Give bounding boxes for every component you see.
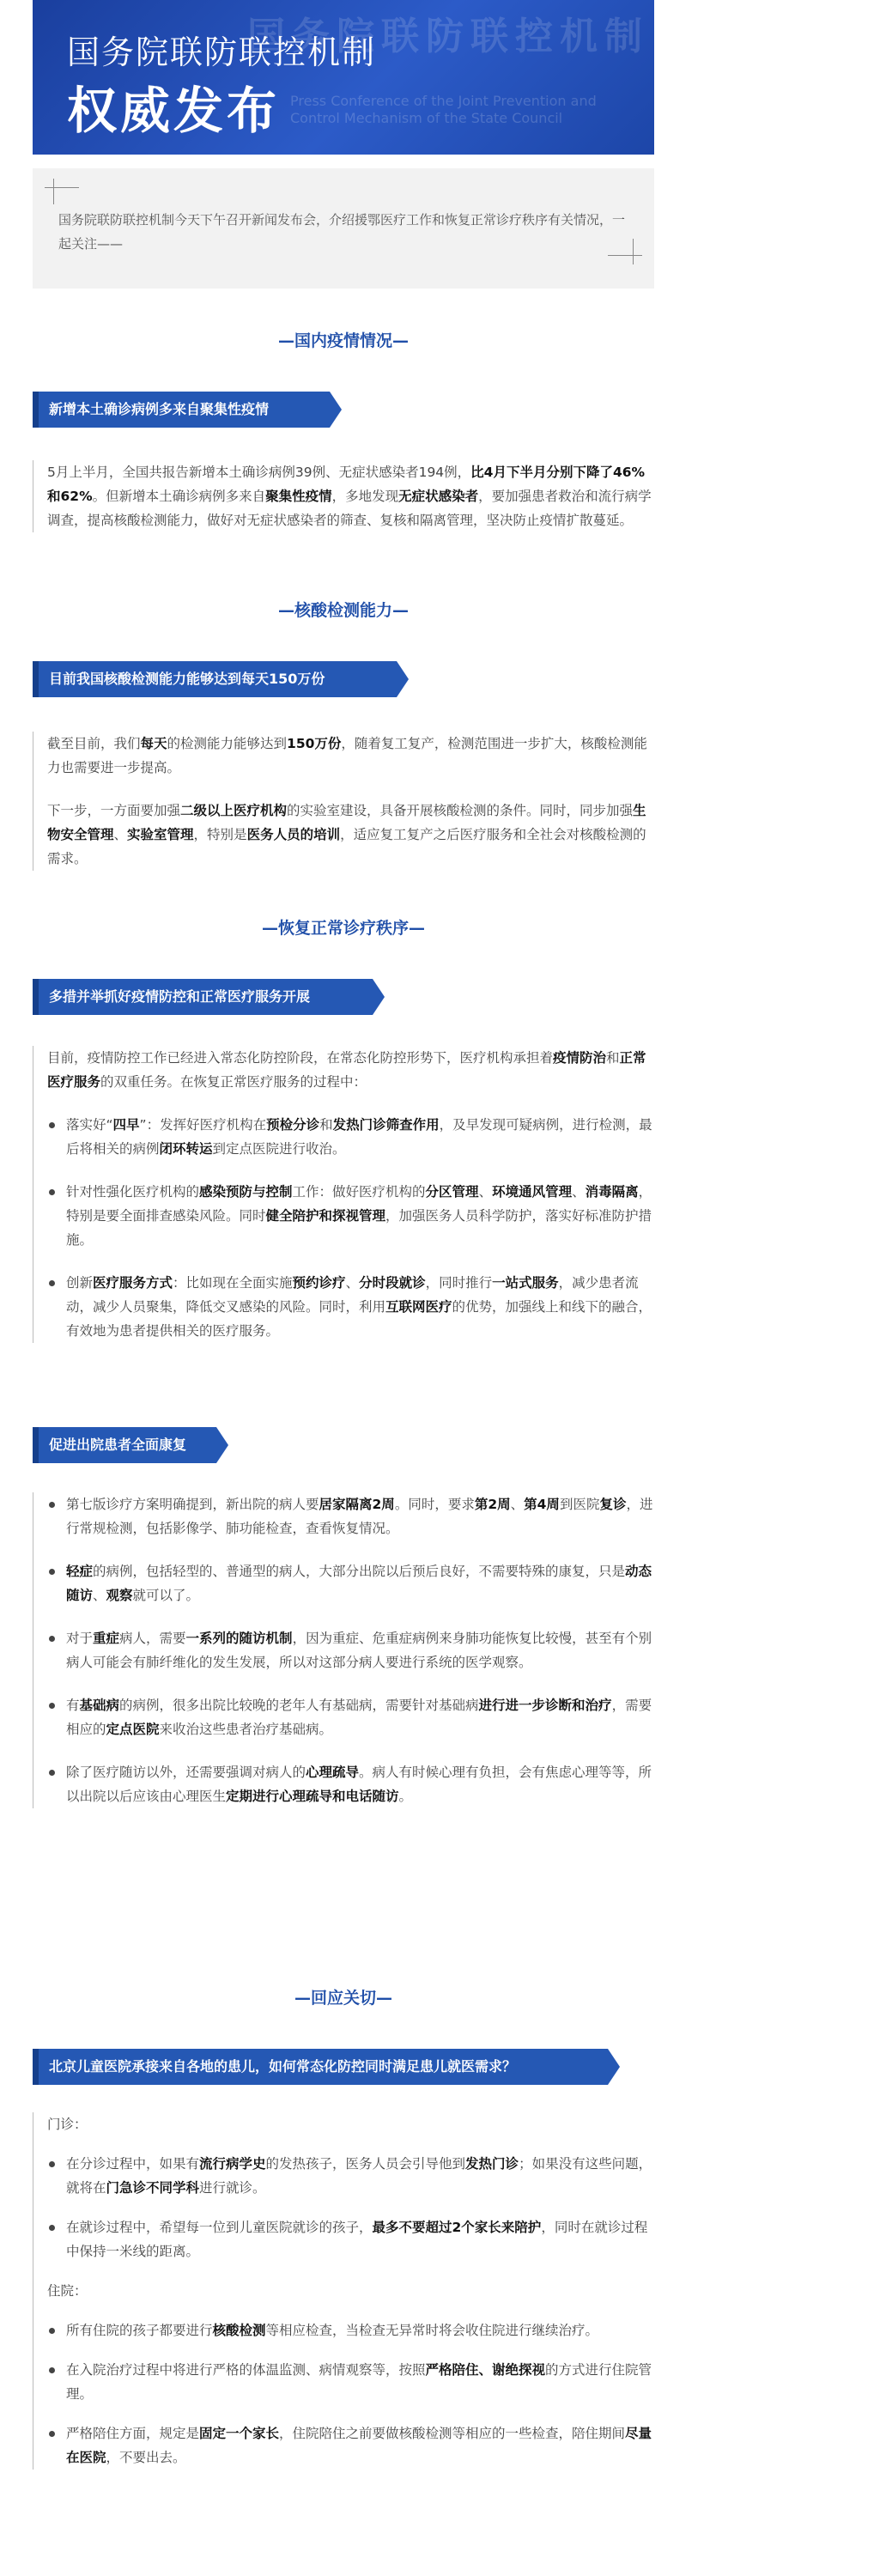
header-banner xyxy=(33,0,892,155)
content-block xyxy=(33,1492,655,1808)
inpatient-label: 住院： xyxy=(47,2283,88,2299)
bullet-list xyxy=(33,2318,655,2470)
content-block xyxy=(33,2112,655,2470)
corner-mark xyxy=(633,239,634,264)
bullet-list xyxy=(33,2152,655,2263)
subheading-bar: 新增本土确诊病例多来自聚集性疫情 xyxy=(33,392,330,428)
list-item: 在分诊过程中，如果有流行病学史的发热孩子，医务人员会引导他到发热门诊；如果没有这些问题，就将在门急诊不同学科进行就诊。 xyxy=(47,2152,655,2200)
subheading-bar: 目前我国核酸检测能力能够达到每天150万份 xyxy=(33,661,397,697)
bullet-list xyxy=(33,1113,655,1343)
paragraph: 5月上半月，全国共报告新增本土确诊病例39例、无症状感染者194例，比4月下半月分别下降了46%和62%。但新增本土确诊病例多来自聚集性疫情，多地发现无症状感染者，要加强患者救治和流行病学调查，提高核酸检测能力，做好对无症状感染者的筛查、复核和隔离管理，坚决防止疫情扩散蔓延。 xyxy=(47,465,652,528)
banner-title-line2: 权威发布 xyxy=(67,82,281,140)
list-item: 除了医疗随访以外，还需要强调对病人的心理疏导。病人有时候心理有负担，会有焦虑心理等等，所以出院以后应该由心理医生定期进行心理疏导和电话随访。 xyxy=(47,1760,655,1808)
content-block xyxy=(33,732,655,871)
subheading-bar: 促进出院患者全面康复 xyxy=(33,1427,216,1463)
list-item: 第七版诊疗方案明确提到，新出院的病人要居家隔离2周。同时，要求第2周、第4周到医院复诊，进行常规检测，包括影像学、肺功能检查，查看恢复情况。 xyxy=(47,1492,655,1540)
list-item: 针对性强化医疗机构的感染预防与控制工作：做好医疗机构的分区管理、环境通风管理、消毒隔离，特别是要全面排查感染风险。同时健全陪护和探视管理，加强医务人员科学防护，落实好标准防护措施。 xyxy=(47,1180,655,1252)
section-heading-order: —恢复正常诊疗秩序— xyxy=(261,919,425,938)
content-block xyxy=(33,460,655,532)
list-item: 在入院治疗过程中将进行严格的体温监测、病情观察等，按照严格陪住、谢绝探视的方式进行住院管理。 xyxy=(47,2358,655,2406)
section-heading-testing: —核酸检测能力— xyxy=(277,601,409,620)
bullet-list xyxy=(33,1492,655,1808)
section-heading-response: —回应关切— xyxy=(294,1989,392,2008)
content-block xyxy=(33,1046,655,1343)
intro-box xyxy=(33,168,654,289)
banner-watermark-en: Press Conference of the Joint Prevention and Control Mechanism of the State Council xyxy=(290,93,597,126)
corner-mark xyxy=(45,187,79,188)
list-item: 创新医疗服务方式：比如现在全面实施预约诊疗、分时段就诊，同时推行一站式服务，减少患者流动，减少人员聚集，降低交叉感染的风险。同时，利用互联网医疗的优势，加强线上和线下的融合，有效地为患者提供相关的医疗服务。 xyxy=(47,1271,655,1343)
intro-text: 国务院联防联控机制今天下午召开新闻发布会，介绍援鄂医疗工作和恢复正常诊疗秩序有关情况，一起关注—— xyxy=(58,212,626,252)
list-item: 落实好“四早”：发挥好医疗机构在预检分诊和发热门诊筛查作用，及早发现可疑病例，进行检测，最后将相关的病例闭环转运到定点医院进行收治。 xyxy=(47,1113,655,1161)
banner-watermark: 国务院联防联控机制 新闻发布会 xyxy=(247,15,892,58)
subheading-bar: 北京儿童医院承接来自各地的患儿，如何常态化防控同时满足患儿就医需求？ xyxy=(33,2049,608,2085)
list-item: 对于重症病人，需要一系列的随访机制，因为重症、危重症病例来身肺功能恢复比较慢，甚至有个别病人可能会有肺纤维化的发生发展，所以对这部分病人要进行系统的医学观察。 xyxy=(47,1626,655,1674)
list-item: 严格陪住方面，规定是固定一个家长，住院陪住之前要做核酸检测等相应的一些检查，陪住期间尽量在医院，不要出去。 xyxy=(47,2421,655,2470)
list-item: 所有住院的孩子都要进行核酸检测等相应检查，当检查无异常时将会收住院进行继续治疗。 xyxy=(47,2318,655,2342)
clinic-label: 门诊： xyxy=(47,2117,88,2132)
section-heading-epidemic: —国内疫情情况— xyxy=(277,331,409,350)
subheading-bar: 多措并举抓好疫情防控和正常医疗服务开展 xyxy=(33,979,373,1015)
list-item: 有基础病的病例，很多出院比较晚的老年人有基础病，需要针对基础病进行进一步诊断和治疗，需要相应的定点医院来收治这些患者治疗基础病。 xyxy=(47,1693,655,1741)
corner-mark xyxy=(608,255,642,256)
paragraph: 截至目前，我们每天的检测能力能够达到150万份，随着复工复产，检测范围进一步扩大，核酸检测能力也需要进一步提高。 xyxy=(47,736,647,775)
paragraph: 目前，疫情防控工作已经进入常态化防控阶段，在常态化防控形势下，医疗机构承担着疫情防治和正常医疗服务的双重任务。在恢复正常医疗服务的过程中： xyxy=(47,1050,646,1090)
paragraph: 下一步，一方面要加强二级以上医疗机构的实验室建设，具备开展核酸检测的条件。同时，同步加强生物安全管理、实验室管理，特别是医务人员的培训，适应复工复产之后医疗服务和全社会对核酸检测的需求。 xyxy=(47,803,646,866)
list-item: 轻症的病例，包括轻型的、普通型的病人，大部分出院以后预后良好，不需要特殊的康复，只是动态随访、观察就可以了。 xyxy=(47,1559,655,1607)
banner-title-line1: 国务院联防联控机制 xyxy=(67,33,377,71)
corner-mark xyxy=(53,179,54,204)
list-item: 在就诊过程中，希望每一位到儿童医院就诊的孩子，最多不要超过2个家长来陪护，同时在就诊过程中保持一米线的距离。 xyxy=(47,2215,655,2263)
